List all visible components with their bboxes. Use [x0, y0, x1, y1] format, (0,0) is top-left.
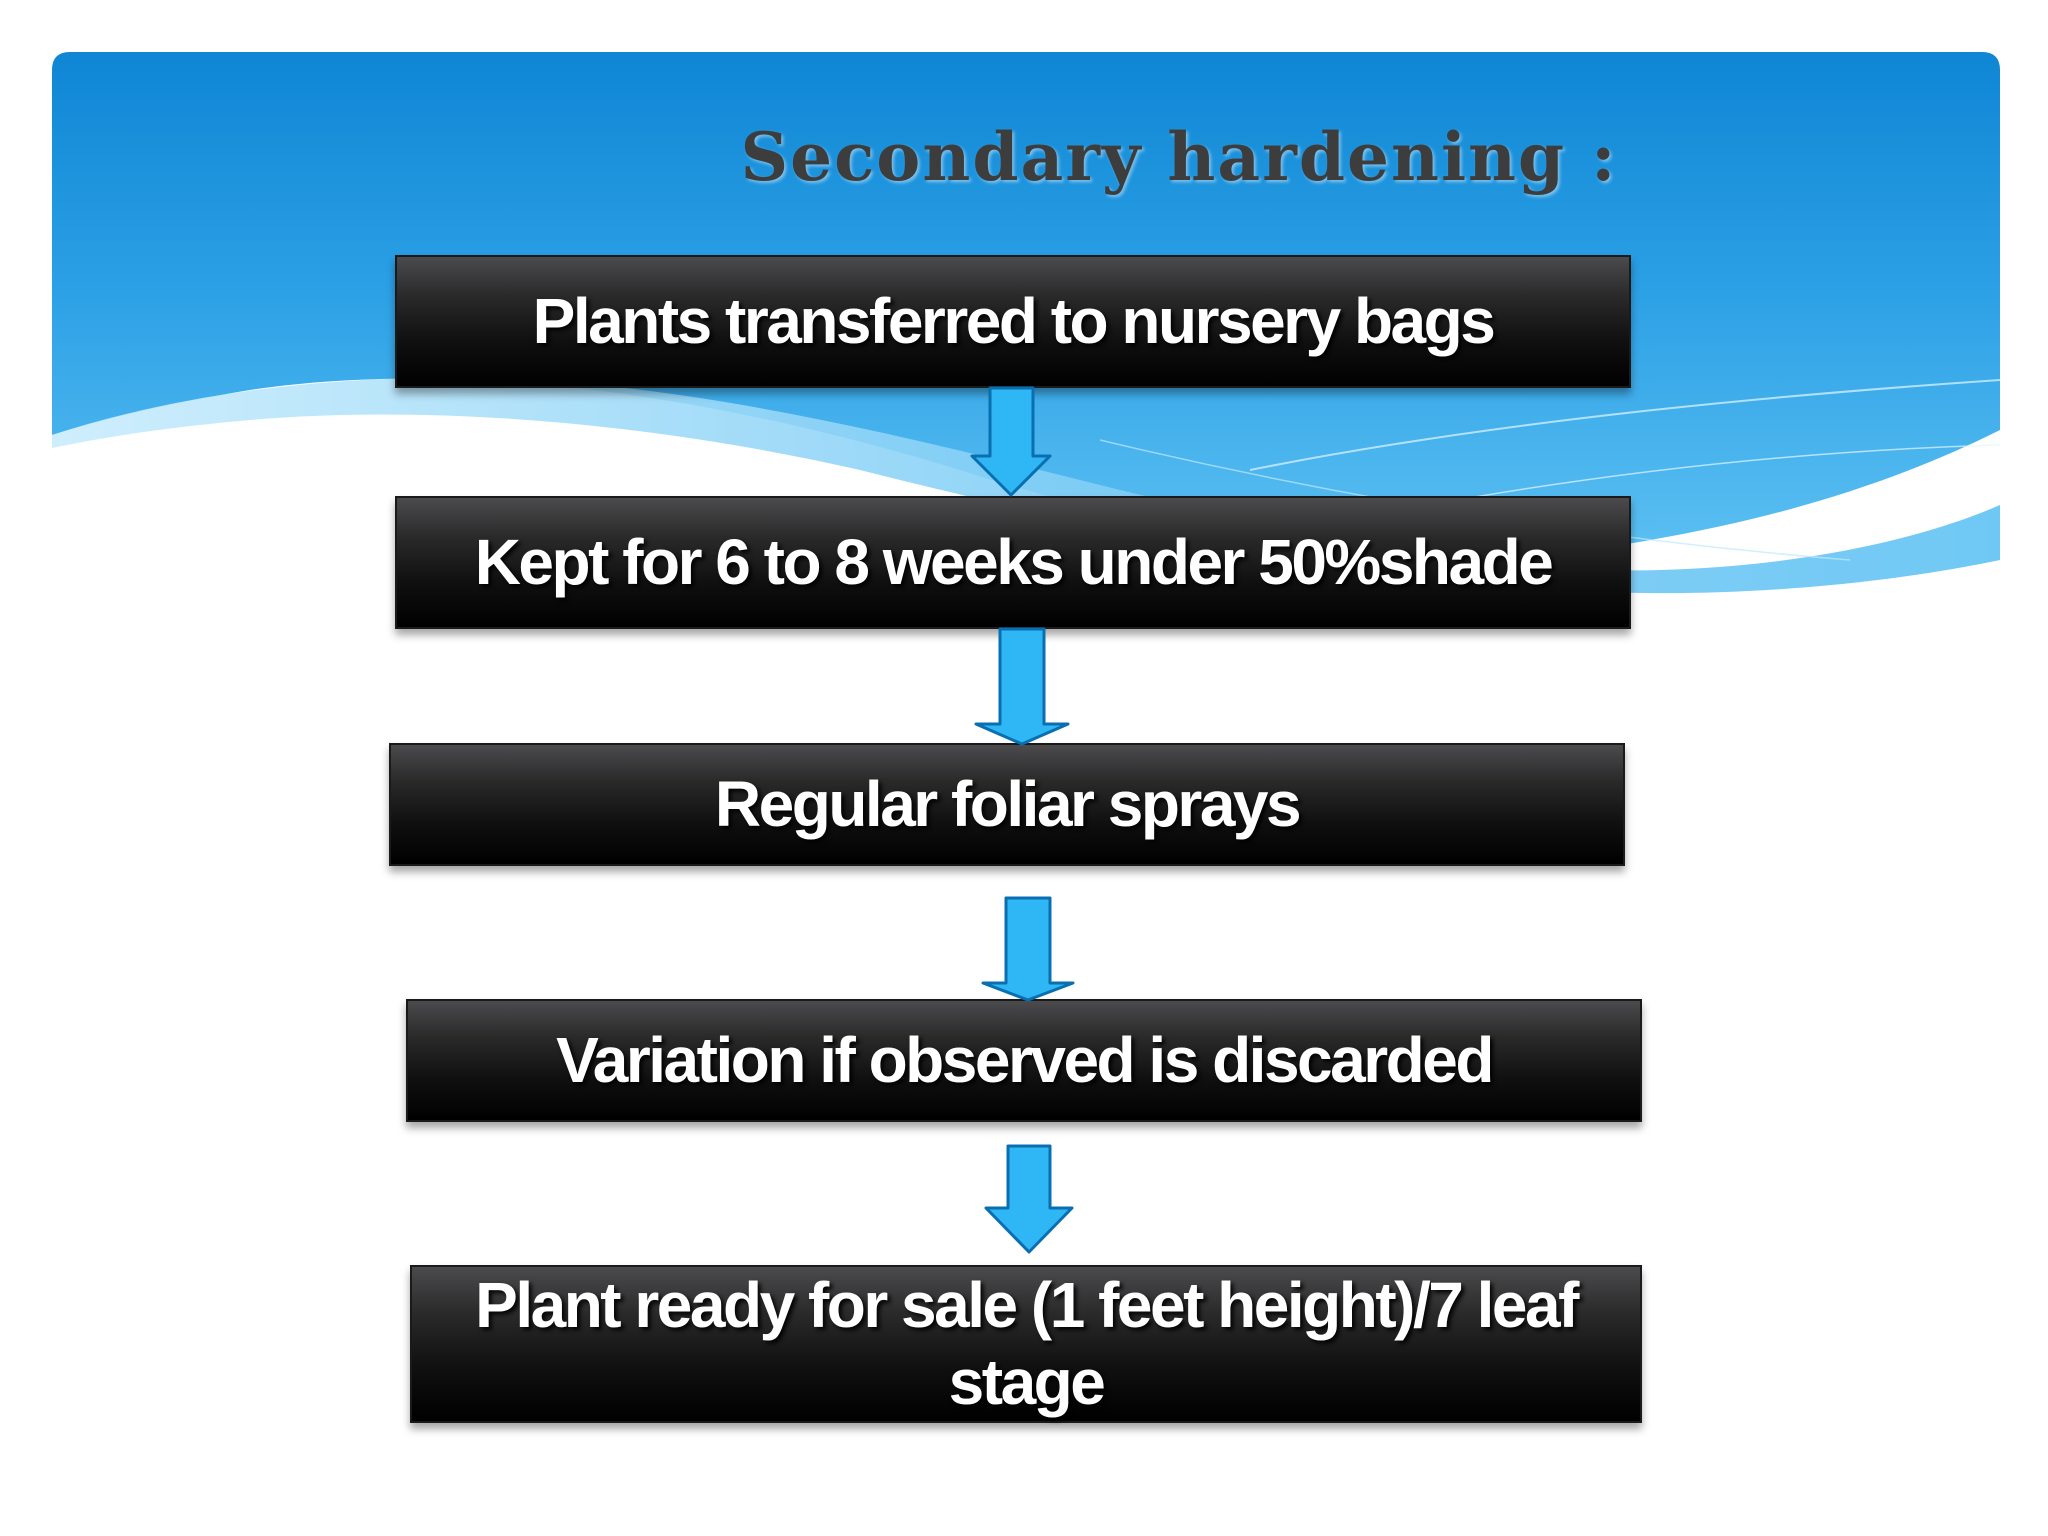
step-box-3 — [389, 743, 1625, 866]
step-box-4 — [406, 999, 1642, 1122]
step-text-5: Plant ready for sale (1 feet height)/7 leaf stage — [475, 1269, 1577, 1418]
step-box-1 — [395, 255, 1631, 388]
step-text-4: Variation if observed is discarded — [556, 1024, 1492, 1097]
step-box-2 — [395, 496, 1631, 629]
slide-title: Secondary hardening : — [740, 118, 1618, 196]
step-text-3: Regular foliar sprays — [714, 768, 1300, 841]
step-text-2: Kept for 6 to 8 weeks under 50%shade — [474, 526, 1552, 599]
step-text-1: Plants transferred to nursery bags — [532, 285, 1494, 358]
step-box-5 — [410, 1265, 1642, 1423]
